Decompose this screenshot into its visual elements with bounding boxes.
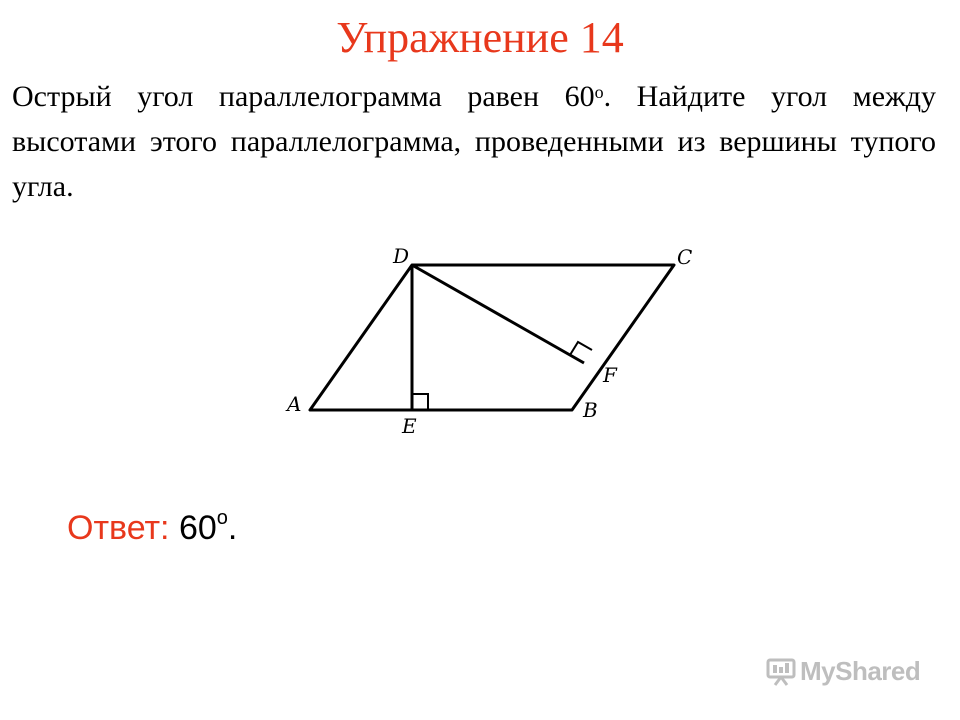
parallelogram-figure <box>270 230 710 450</box>
vertex-label-b: B <box>583 398 598 422</box>
vertex-label-e: E <box>402 414 417 438</box>
vertex-label-c: C <box>677 245 693 269</box>
answer-suffix: . <box>227 509 238 547</box>
answer-degree-sign: о <box>216 507 228 529</box>
presentation-board-icon <box>766 657 796 687</box>
parallelogram-abcd <box>310 265 674 410</box>
parallelogram-diagram <box>270 230 710 450</box>
vertex-label-f: F <box>603 363 617 387</box>
vertex-label-d: D <box>393 244 410 268</box>
watermark-text: MyShared <box>800 656 921 686</box>
problem-text-start: Острый угол параллелограмма равен 60 <box>12 80 595 113</box>
problem-degree-sign: о <box>594 82 604 102</box>
height-df <box>412 265 584 363</box>
right-angle-mark-f <box>570 342 592 355</box>
right-angle-mark-e <box>412 394 428 410</box>
slide-title: Упражнение 14 <box>336 13 624 62</box>
answer-label: Ответ: <box>67 509 170 547</box>
answer-value: 60 <box>178 509 217 547</box>
answer-line <box>67 508 237 549</box>
watermark <box>766 656 920 687</box>
vertex-label-a: A <box>287 392 302 416</box>
problem-text-end: . Найдите угол между высотами этого параллелограмма, проведенными из вершины тупого угла. <box>12 80 936 203</box>
problem-statement <box>12 74 936 209</box>
